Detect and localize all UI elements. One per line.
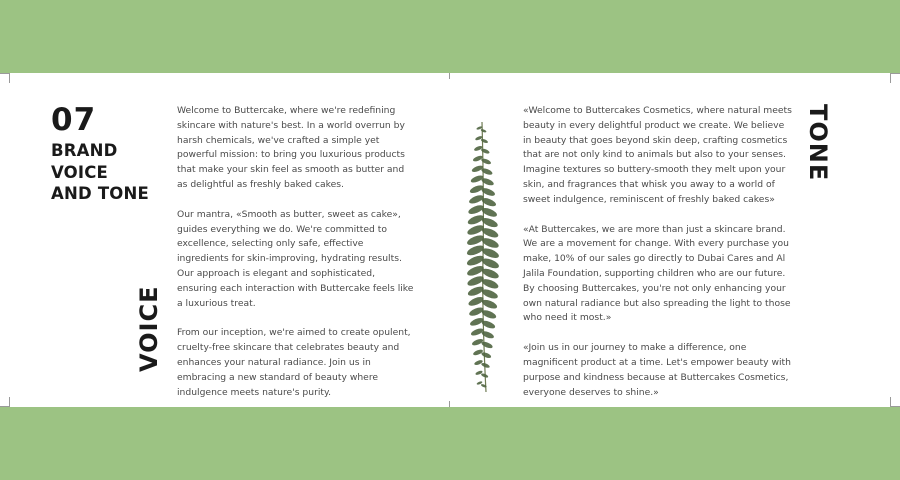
crop-mark [890, 73, 891, 83]
crop-mark [890, 73, 900, 74]
bottom-green-band [0, 407, 900, 480]
leaf [480, 148, 490, 155]
leaf [480, 167, 493, 176]
leaf [481, 362, 491, 369]
leaf [481, 351, 492, 359]
tone-label: TONE [804, 104, 832, 182]
leaf [471, 164, 484, 173]
leaf [472, 155, 483, 163]
top-green-band [0, 0, 900, 73]
tone-paragraph: «At Buttercakes, we are more than just a skincare brand. We are a movement for change. With every purchase you make, 10% of our sales go directly to Dubai Cares and Al Jalila Foundation, supporting children who are our future. By choosing Buttercakes, you're not only enhancing your own natural radiance but also spreading the light to those who need it most.» [523, 223, 791, 324]
tone-paragraph: «Join us in our journey to make a difference, one magnificent product at a time. Let's empower beauty with purpose and kindness because at Buttercakes Cosmetics, everyone deserves to shine.» [523, 342, 791, 398]
tone-text-column [523, 104, 795, 415]
section-title-line: AND TONE [51, 184, 149, 203]
leaf [480, 138, 488, 144]
leaf [480, 128, 487, 133]
tone-paragraph: «Welcome to Buttercakes Cosmetics, where natural meets beauty in every delightful product we create. We believe in beauty that goes beyond skin deep, crafting cosmetics that are not only kind to animals but also to your senses. Imagine textures so buttery-smooth they melt upon your skin, and fragrances that whisk you away to a world of sweet indulgence, reminiscent of freshly baked cakes» [523, 105, 792, 205]
leaf [481, 340, 494, 349]
leaf [480, 157, 491, 165]
crop-mark [9, 73, 10, 83]
fold-mark [449, 401, 450, 407]
section-title [51, 140, 149, 205]
crop-mark [890, 406, 900, 407]
crop-mark [9, 397, 10, 407]
voice-paragraph: Welcome to Buttercake, where we're redefining skincare with nature's best. In a world overrun by harsh chemicals, we've crafted a simple yet powerful mission: to bring you luxurious products that make your skin feel as smooth as butter and as delightful as freshly baked cakes. [177, 105, 405, 190]
leaf [471, 338, 484, 347]
section-title-line: VOICE [51, 162, 109, 182]
crop-mark [890, 397, 891, 407]
voice-label: VOICE [135, 285, 163, 372]
leaf [472, 348, 483, 356]
section-number: 07 [51, 102, 97, 138]
leaf [481, 330, 495, 340]
fold-mark [449, 73, 450, 79]
section-title-line: BRAND [51, 141, 118, 160]
voice-paragraph: From our inception, we're aimed to create opulent, cruelty-free skincare that celebrates beauty and enhances your natural radiance. Join us in embracing a new standard of beauty where indulgence meets nature's purity. [177, 327, 411, 398]
voice-text-column [177, 104, 417, 415]
eucalyptus-sprig-icon [462, 118, 504, 396]
voice-paragraph: Our mantra, «Smooth as butter, sweet as cake», guides everything we do. We're committed to excellence, selecting only safe, effective ingredients for skin-improving, hydrating results. Our approach is elegant and sophisticated, ensuring each interaction with Buttercake feels like a luxurious treat. [177, 208, 414, 309]
